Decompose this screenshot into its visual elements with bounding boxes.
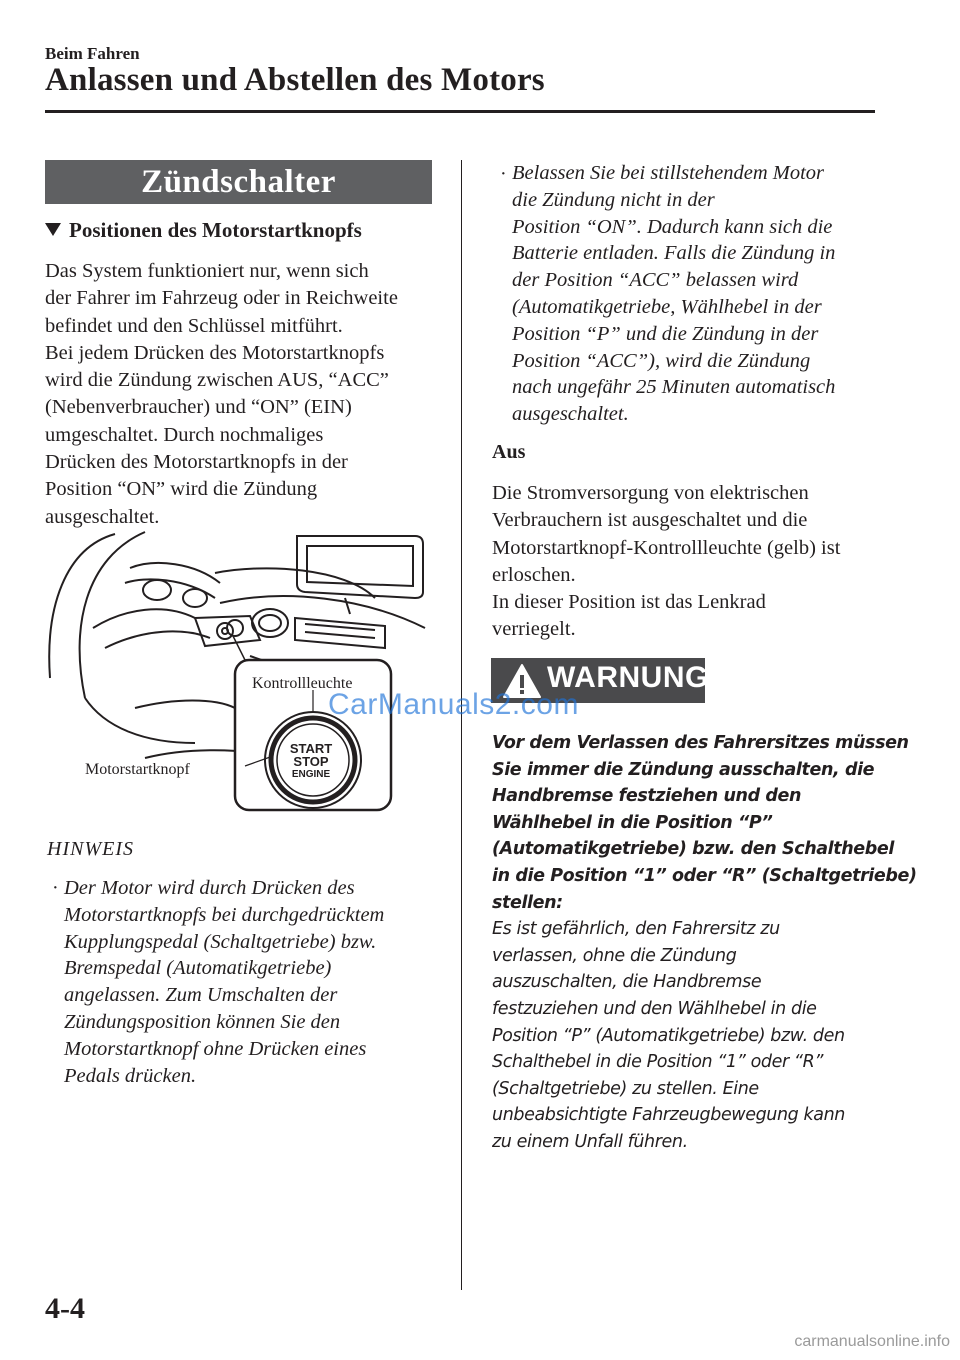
note-bullet-2 [512,160,835,428]
intro-line: der Fahrer im Fahrzeug oder in Reichweite [45,287,398,310]
note-line: Bremspedal (Automatikgetriebe) [64,957,332,980]
aus-line: Die Stromversorgung von elektrischen [492,482,809,504]
warning-text [492,730,917,1156]
subheading [45,218,362,243]
warning-line: Schalthebel in die Position “1” oder “R” [492,1052,824,1073]
note-line: Kupplungspedal (Schaltgetriebe) bzw. [64,930,377,953]
warning-line: Position “P” (Automatikgetriebe) bzw. den [492,1025,845,1046]
subheading-text: Positionen des Motorstartknopfs [69,218,362,242]
warning-bold-line: (Automatikgetriebe) bzw. den Schalthebel [492,839,894,860]
page-title: Anlassen und Abstellen des Motors [45,62,545,98]
note-line: Motorstartknopfs bei durchgedrücktem [64,903,385,926]
warning-line: festzuziehen und den Wählhebel in die [492,998,817,1019]
note-line: Belassen Sie bei stillstehendem Motor [512,162,824,184]
aus-paragraph [492,480,840,644]
warning-bold-line: Vor dem Verlassen des Fahrersitzes müssen [492,733,909,753]
aus-line: Verbrauchern ist ausgeschaltet und die [492,509,808,532]
warning-line: zu einem Unfall führen. [492,1131,688,1152]
chapter-label: Beim Fahren [45,44,140,63]
intro-line: (Nebenverbraucher) und “ON” (EIN) [45,396,352,419]
aus-line: In dieser Position ist das Lenkrad [492,591,766,614]
note-line: ausgeschaltet. [512,403,629,426]
note-line: Position “ACC”), wird die Zündung [512,349,811,372]
note-line: der Position “ACC” belassen wird [512,269,799,292]
warning-line: unbeabsichtigte Fahrzeugbewegung kann [492,1105,845,1126]
note-line: Zündungsposition können Sie den [64,1010,341,1033]
warning-bold-line: in die Position “1” oder “R” (Schaltgetriebe) [492,865,917,886]
intro-line: umgeschaltet. Durch nochmaliges [45,423,324,446]
intro-paragraph [45,258,398,531]
intro-line: wird die Zündung zwischen AUS, “ACC” [45,369,389,392]
bullet-dot-icon: · [500,163,507,185]
intro-line: Drücken des Motorstartknopfs in der [45,451,348,474]
note-bullet-1 [64,875,384,1089]
triangle-bullet-icon [45,223,61,236]
bullet-dot-icon: · [52,877,59,899]
warning-label: WARNUNG [547,661,709,694]
aus-line: Motorstartknopf-Kontrollleuchte (gelb) ist [492,536,841,559]
warning-bold-line: Wählhebel in die Position “P” [492,812,773,833]
dashboard-illustration [45,528,437,823]
column-divider [461,160,462,1290]
start-label: START [289,741,333,756]
header-rule [45,110,875,113]
intro-line: Das System funktioniert nur, wenn sich [45,260,369,282]
note-line: Der Motor wird durch Drücken des [64,877,355,899]
footer-site: carmanualsonline.info [794,1333,950,1350]
engine-label: ENGINE [291,769,331,780]
note-line: angelassen. Zum Umschalten der [64,984,338,1007]
warning-bold-line: Handbremse festziehen und den [492,786,802,807]
warning-line: (Schaltgetriebe) zu stellen. Eine [492,1078,759,1099]
note-line: Batterie entladen. Falls die Zündung in [512,242,836,265]
intro-line: befindet und den Schlüssel mitführt. [45,314,343,337]
indicator-callout: Kontrollleuchte [252,675,353,692]
note-line: die Zündung nicht in der [512,188,715,211]
note-line: Pedals drücken. [64,1064,197,1087]
note-line: (Automatikgetriebe, Wählhebel in der [512,295,822,318]
note-line: Position “ON”. Dadurch kann sich die [512,215,833,238]
aus-line: erloschen. [492,563,576,586]
warning-line: Es ist gefährlich, den Fahrersitz zu [492,919,780,940]
section-title: Zündschalter [45,160,432,204]
start-button-callout: Motorstartknopf [85,761,190,778]
note-line: nach ungefähr 25 Minuten automatisch [512,376,836,399]
note-line: Position “P” und die Zündung in der [512,322,819,345]
stop-label: STOP [293,754,329,769]
aus-heading: Aus [492,441,526,463]
intro-line: Position “ON” wird die Zündung [45,478,318,501]
watermark: CarManuals2.com [328,688,579,721]
aus-line: verriegelt. [492,618,576,641]
note-line: Motorstartknopf ohne Drücken eines [64,1037,367,1060]
page-number: 4-4 [45,1292,85,1325]
warning-bold-line: stellen: [492,892,563,913]
note-heading: HINWEIS [47,838,134,860]
warning-line: auszuschalten, die Handbremse [492,972,762,993]
intro-line: Bei jedem Drücken des Motorstartknopfs [45,341,385,364]
dashboard-line-drawing [45,528,437,823]
warning-bold-line: Sie immer die Zündung ausschalten, die [492,759,875,780]
intro-line: ausgeschaltet. [45,505,160,528]
warning-line: verlassen, ohne die Zündung [492,945,737,966]
